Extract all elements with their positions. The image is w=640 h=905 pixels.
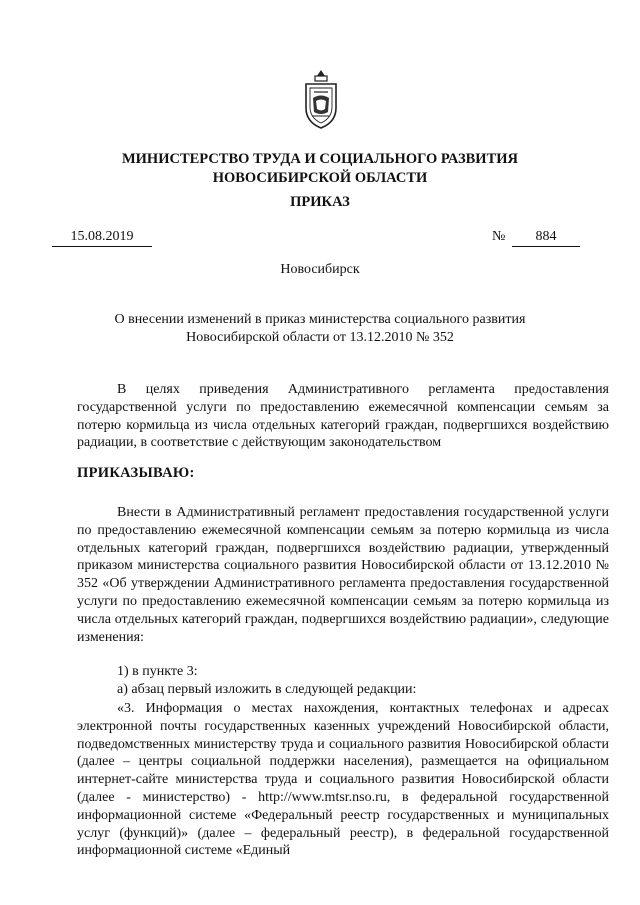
ministry-name [0,150,640,188]
order-heading: ПРИКАЗЫВАЮ: [77,465,195,481]
ministry-line-2: НОВОСИБИРСКОЙ ОБЛАСТИ [212,170,428,186]
main-paragraph: Внести в Административный регламент предоставления государственной услуги по предоставлению ежемесячной компенсации семьям за потерю кормильца из числа отдельных категорий граждан, подвергшихся воздействию радиации, утвержденный приказом министерства социального развития Новосибирской области от 13.12.2010 № 352 «Об утверждении Административного регламента предоставления государственной услуги по предоставлению ежемесячной компенсации семьям за потерю кормильца из числа отдельных категорий граждан, подвергшихся воздействию радиации», следующие изменения: [77,505,609,645]
document-date: 15.08.2019 [52,229,152,247]
preamble-paragraph: В целях приведения Административного регламента предоставления государственной услуги по предоставлению ежемесячной компенсации семьям за потерю кормильца из числа отдельных категорий граждан, подвергшихся воздействию радиации, в соответствие с действующим законодательством [77,382,609,451]
document-type: ПРИКАЗ [290,194,350,210]
city-name: Новосибирск [280,262,360,277]
ministry-line-1: МИНИСТЕРСТВО ТРУДА И СОЦИАЛЬНОГО РАЗВИТИЯ [121,151,519,167]
subject-line-1: О внесении изменений в приказ министерства социального развития [114,312,526,327]
document-number: 884 [512,229,580,247]
item-1a: а) абзац первый изложить в следующей редакции: [117,682,417,697]
number-sign: № [492,229,506,244]
document-subject [0,311,640,347]
item-1: 1) в пункте 3: [117,664,198,679]
quoted-paragraph: «3. Информация о местах нахождения, контактных телефонах и адресах электронной почты государственных казенных учреждений Новосибирской области, подведомственных министерству труда и социального развития Новосибирской области (далее – центры социальной поддержки населения), размещается на официальном интернет-сайте министерства труда и социального развития Новосибирской области (далее - министерство) - http://www.mtsr.nso.ru, в федеральной государственной информационной системе «Федеральный реестр государственных и муниципальных услуг (функций)» (далее – федеральный реестр), в федеральной государственной информационной системе «Единый [77,701,609,859]
subject-line-2: Новосибирской области от 13.12.2010 № 352 [186,330,454,345]
coat-of-arms-icon [302,68,340,130]
